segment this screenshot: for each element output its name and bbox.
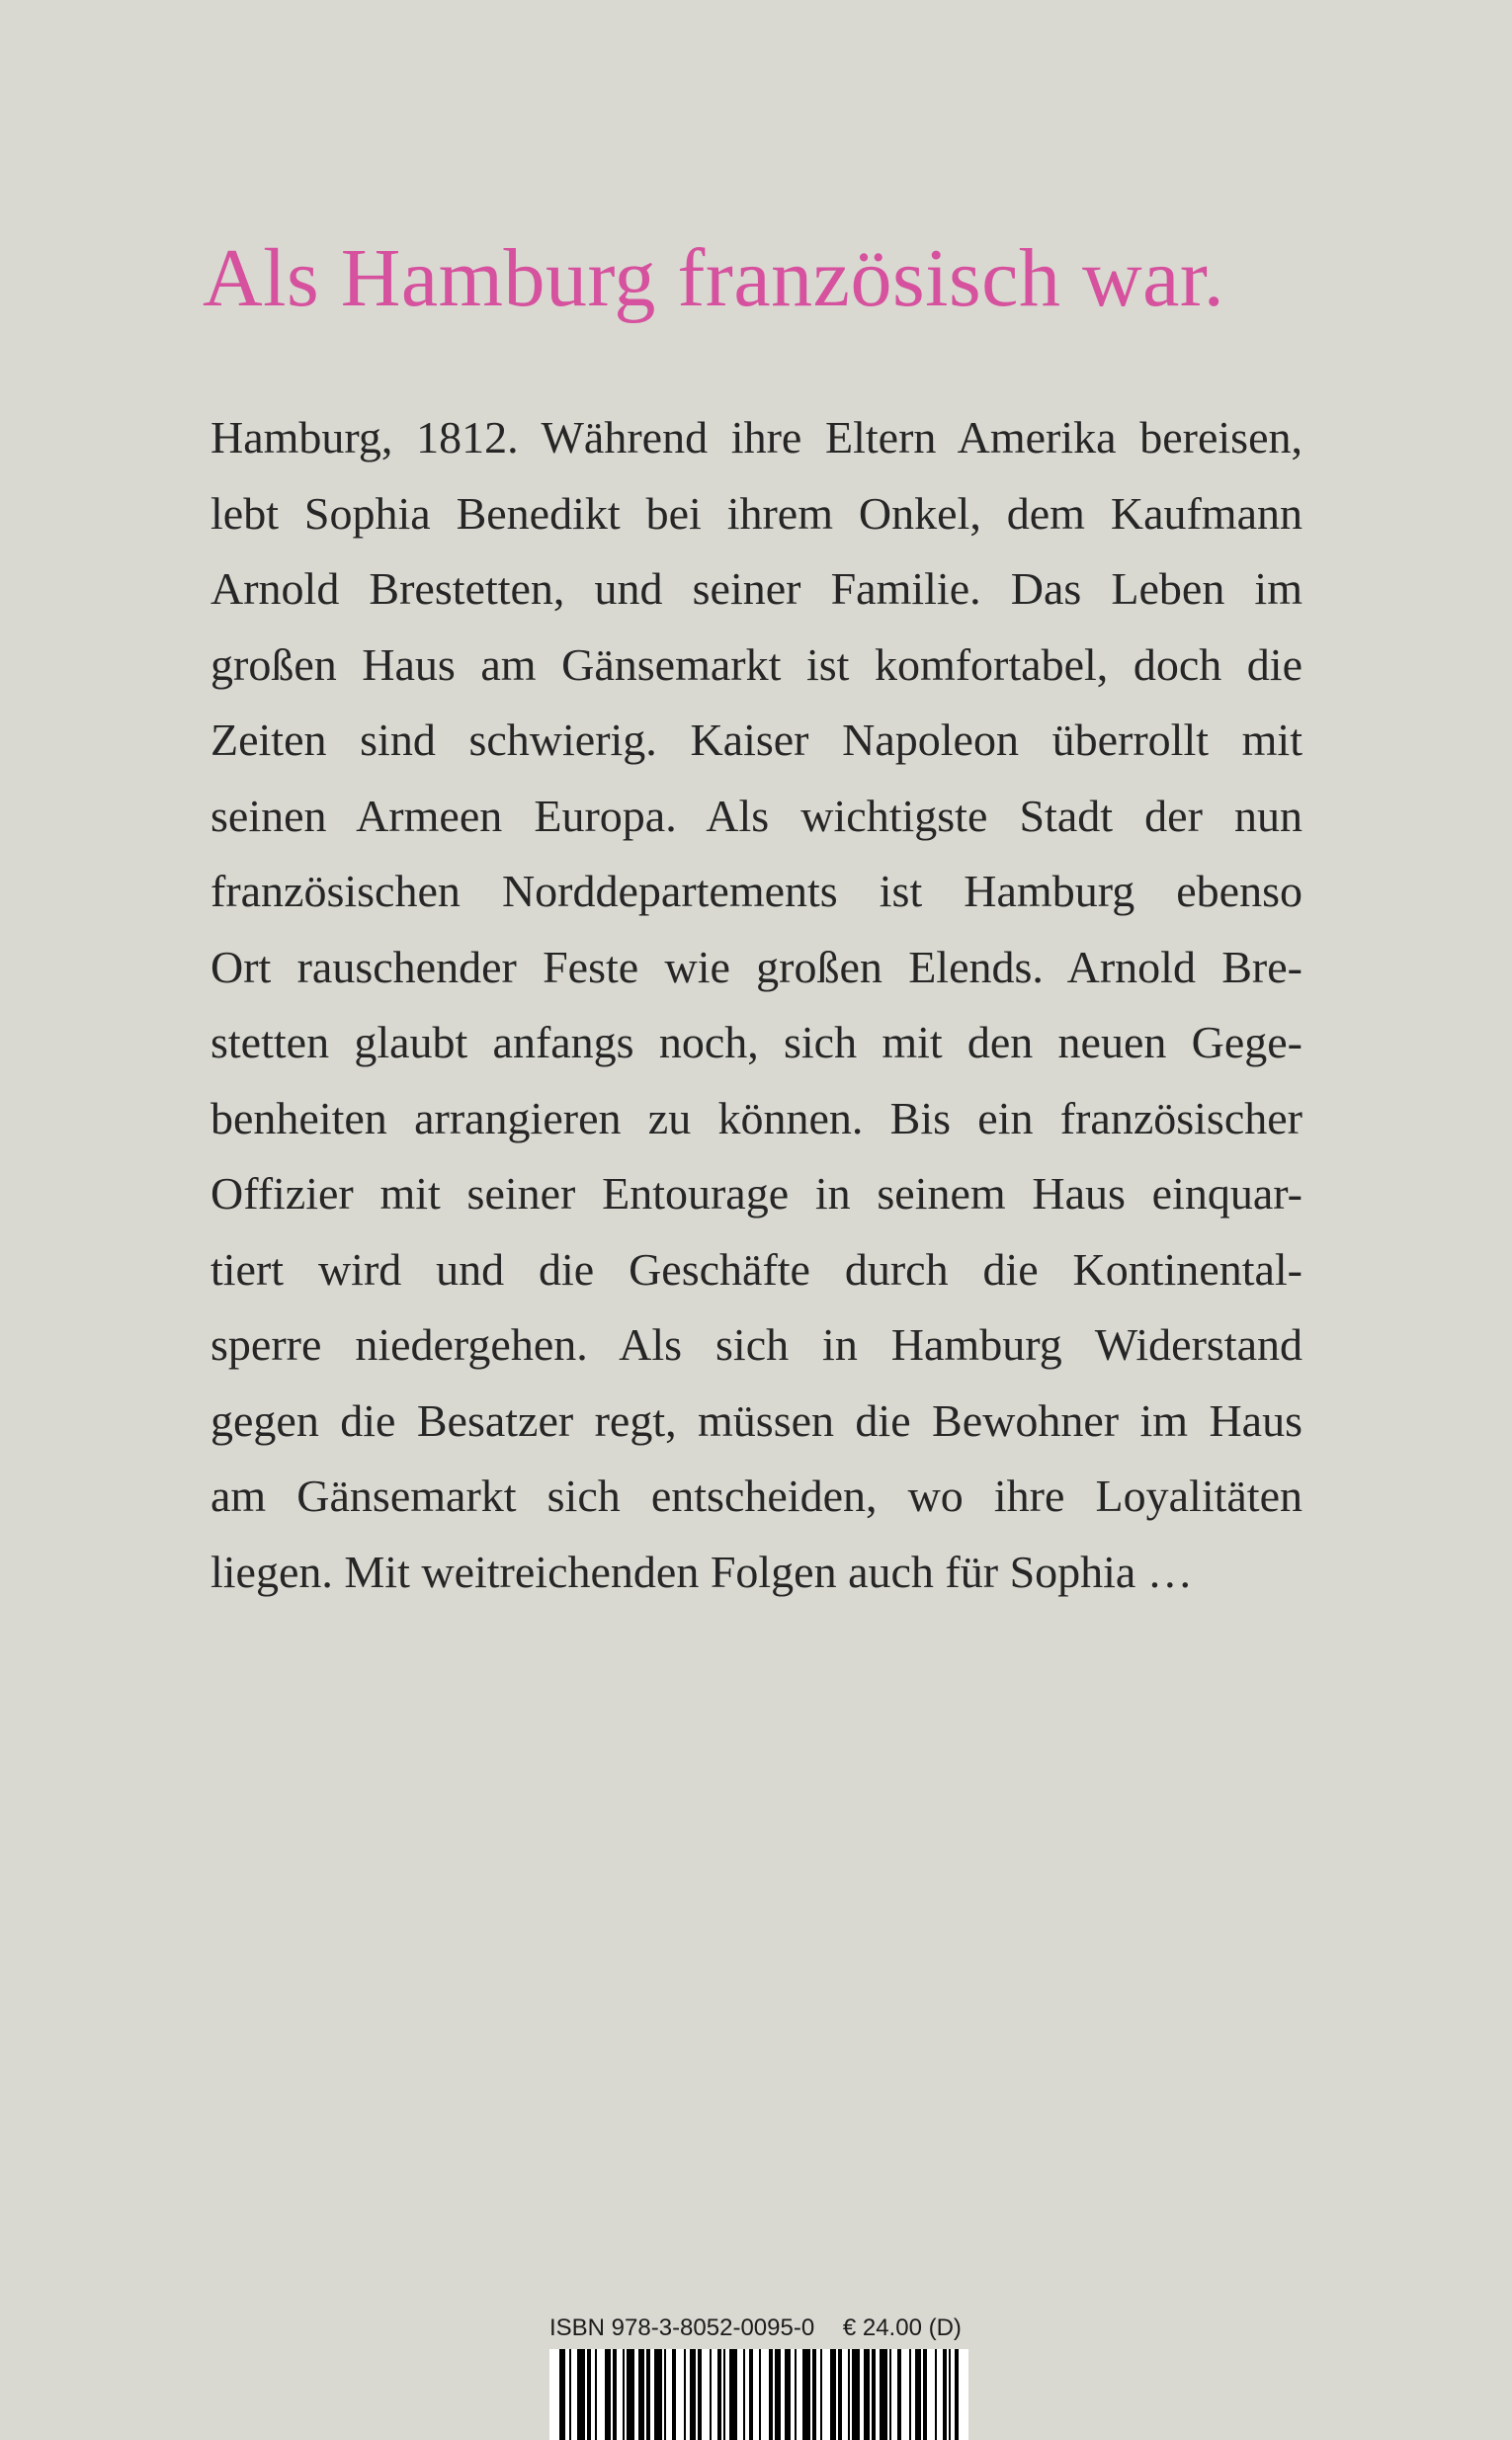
barcode-bar <box>943 2349 947 2440</box>
barcode-bar <box>710 2349 712 2440</box>
barcode-bar <box>723 2349 725 2440</box>
barcode-bar <box>785 2349 791 2440</box>
barcode-bar <box>897 2349 901 2440</box>
blurb-line: großen Haus am Gänsemarkt ist komfortabel, doch die <box>210 638 1302 690</box>
blurb-line: Hamburg, 1812. Während ihre Eltern Amerika bereisen, <box>210 412 1302 463</box>
barcode-bar <box>820 2349 822 2440</box>
barcode-bar <box>729 2349 737 2440</box>
blurb-line: sperre niedergehen. Als sich in Hamburg Widerstand <box>210 1319 1302 1370</box>
blurb-line: tiert wird und die Geschäfte durch die Kontinental- <box>210 1243 1302 1295</box>
barcode-bar <box>595 2349 597 2440</box>
blurb-line: seinen Armeen Europa. Als wichtigste Stadt der nun <box>210 790 1302 841</box>
blurb-line: stetten glaubt anfangs noch, sich mit den neuen Gege- <box>210 1017 1302 1067</box>
barcode-bar <box>812 2349 816 2440</box>
blurb-line: französischen Norddepartements ist Hamburg ebenso <box>210 866 1302 916</box>
barcode-bar <box>654 2349 662 2440</box>
barcode-bar <box>864 2349 870 2440</box>
barcode-bar <box>852 2349 860 2440</box>
barcode-bar <box>569 2349 571 2440</box>
barcode-bar <box>605 2349 611 2440</box>
blurb-line: lebt Sophia Benedikt bei ihrem Onkel, dem Kaufmann <box>210 487 1302 539</box>
blurb-line: Ort rauschender Feste wie großen Elends. Arnold Bre- <box>210 941 1302 992</box>
barcode-bar <box>646 2349 650 2440</box>
blurb-line: am Gänsemarkt sich entscheiden, wo ihre Loyalitäten <box>210 1471 1302 1521</box>
blurb-line: Arnold Brestetten, und seiner Familie. Das Leben im <box>210 563 1302 614</box>
isbn-price-row <box>549 2314 965 2343</box>
barcode-bar <box>935 2349 937 2440</box>
barcode-bar <box>717 2349 721 2440</box>
barcode-bar <box>880 2349 887 2440</box>
blurb-line: Zeiten sind schwierig. Kaiser Napoleon überrollt mit <box>210 715 1302 765</box>
barcode-bar <box>889 2349 891 2440</box>
barcode-bar <box>872 2349 876 2440</box>
barcode <box>549 2349 968 2440</box>
barcode-bar <box>848 2349 850 2440</box>
blurb-line: Offizier mit seiner Entourage in seinem Haus einquar- <box>210 1168 1302 1219</box>
blurb-line: liegen. Mit weitreichenden Folgen auch für Sophia … <box>210 1546 1193 1597</box>
barcode-bar <box>577 2349 585 2440</box>
barcode-bar <box>559 2349 565 2440</box>
barcode-bar <box>802 2349 810 2440</box>
barcode-bar <box>749 2349 753 2440</box>
barcode-bar <box>923 2349 927 2440</box>
barcode-bar <box>613 2349 617 2440</box>
barcode-bar <box>909 2349 911 2440</box>
barcode-bar <box>915 2349 921 2440</box>
blurb-line: benheiten arrangieren zu können. Bis ein französischer <box>210 1092 1302 1143</box>
barcode-bar <box>698 2349 702 2440</box>
blurb-text <box>210 400 1302 1610</box>
barcode-bar <box>623 2349 625 2440</box>
barcode-bar <box>690 2349 696 2440</box>
barcode-bar <box>638 2349 644 2440</box>
barcode-bar <box>627 2349 634 2440</box>
barcode-bar <box>664 2349 666 2440</box>
blurb-line: gegen die Besatzer regt, müssen die Bewohner im Haus <box>210 1394 1302 1446</box>
barcode-graphic <box>549 2349 968 2440</box>
barcode-bar <box>775 2349 781 2440</box>
barcode-bar <box>955 2349 959 2440</box>
isbn-number: ISBN 978-3-8052-0095-0 <box>549 2314 815 2341</box>
barcode-bar <box>759 2349 761 2440</box>
price-label: € 24.00 (D) <box>842 2314 962 2341</box>
barcode-bar <box>949 2349 951 2440</box>
barcode-bar <box>587 2349 591 2440</box>
barcode-bar <box>838 2349 842 2440</box>
barcode-bar <box>769 2349 773 2440</box>
barcode-bar <box>795 2349 797 2440</box>
barcode-bar <box>830 2349 836 2440</box>
barcode-bar <box>684 2349 686 2440</box>
barcode-bar <box>672 2349 676 2440</box>
cover-headline: Als Hamburg französisch war. <box>203 232 1225 324</box>
barcode-bar <box>743 2349 745 2440</box>
